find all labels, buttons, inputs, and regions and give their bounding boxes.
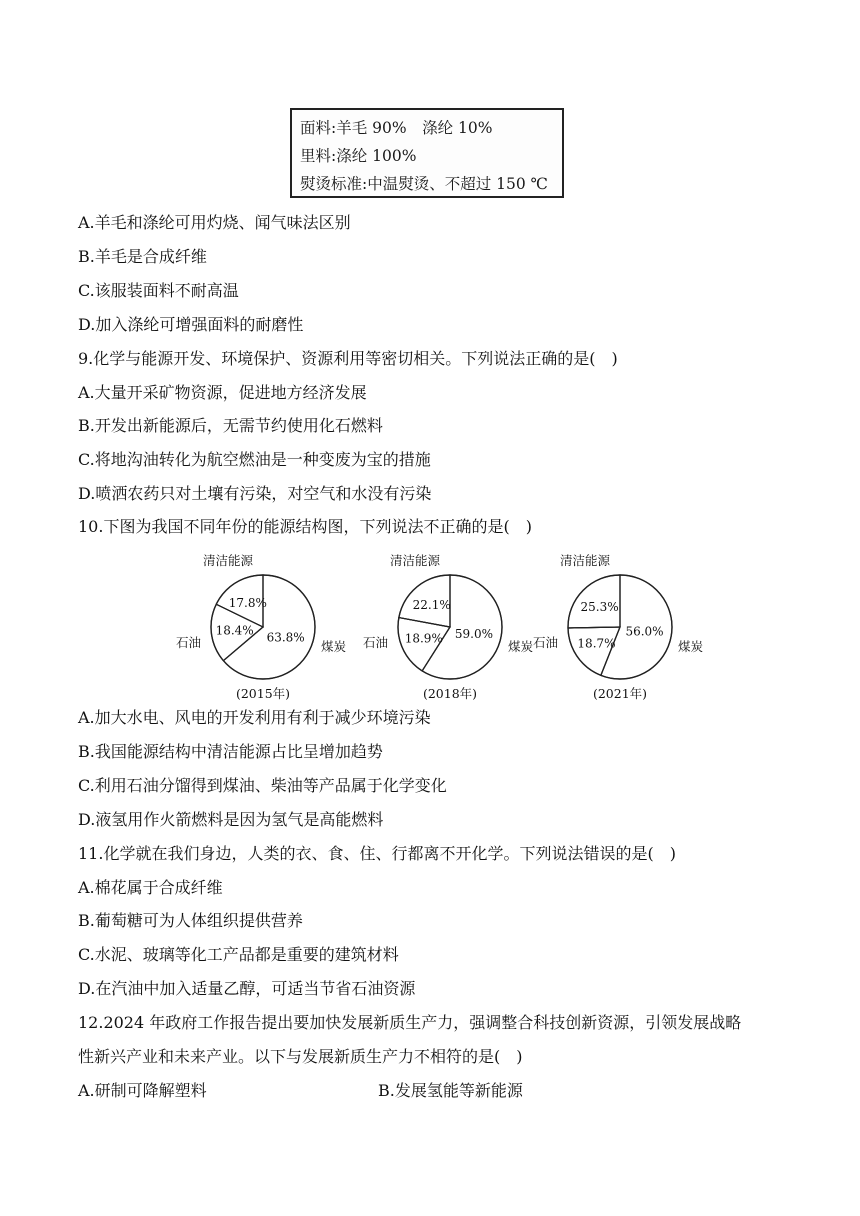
q9-option-c: C.将地沟油转化为航空燃油是一种变废为宝的措施 (78, 450, 431, 469)
q9-option-d: D.喷洒农药只对土壤有污染，对空气和水没有污染 (78, 484, 432, 503)
q11-stem: 11.化学就在我们身边，人类的衣、食、住、行都离不开化学。下列说法错误的是( ) (78, 844, 676, 863)
clothing-label-image (290, 108, 564, 198)
q8-option-a: A.羊毛和涤纶可用灼烧、闻气味法区别 (78, 213, 351, 232)
label-ironing-line: 熨烫标准:中温熨烫、不超过 150 ℃ (300, 175, 549, 193)
label-lining-line: 里料:涤纶 100% (300, 147, 417, 165)
pie-label-oil: 18.7% (577, 636, 616, 651)
pie-label-coal: 56.0% (625, 624, 664, 639)
q12-option-b: B.发展氢能等新能源 (378, 1081, 523, 1100)
pie-chart-2018 (355, 545, 535, 709)
q11-option-c: C.水泥、玻璃等化工产品都是重要的建筑材料 (78, 945, 399, 964)
pie-category-coal: 煤炭 (321, 639, 347, 654)
pie-label-coal: 59.0% (454, 626, 494, 641)
pie-chart-2021 (525, 545, 705, 709)
pie-label-clean: 25.3% (580, 599, 619, 614)
pie-category-coal: 煤炭 (508, 639, 534, 654)
pie-category-clean: 清洁能源 (389, 553, 440, 568)
pie-title: (2021年) (592, 686, 648, 701)
pie-label-oil: 18.9% (404, 631, 443, 646)
pie-category-oil: 石油 (532, 635, 558, 650)
pie-category-clean: 清洁能源 (559, 553, 610, 568)
label-fabric-line: 面料:羊毛 90% 涤纶 10% (300, 119, 493, 137)
pie-category-coal: 煤炭 (678, 639, 704, 654)
pie-category-clean: 清洁能源 (202, 553, 253, 568)
q10-option-d: D.液氢用作火箭燃料是因为氢气是高能燃料 (78, 810, 384, 829)
pie-category-oil: 石油 (362, 635, 388, 650)
pie-category-oil: 石油 (175, 635, 201, 650)
q9-stem: 9.化学与能源开发、环境保护、资源利用等密切相关。下列说法正确的是( ) (78, 349, 618, 368)
q12-option-a: A.研制可降解塑料 (78, 1081, 207, 1100)
q8-option-b: B.羊毛是合成纤维 (78, 247, 207, 266)
q10-option-b: B.我国能源结构中清洁能源占比呈增加趋势 (78, 742, 383, 761)
q11-option-d: D.在汽油中加入适量乙醇，可适当节省石油资源 (78, 979, 416, 998)
pie-chart-2015 (168, 545, 348, 709)
q8-option-d: D.加入涤纶可增强面料的耐磨性 (78, 315, 304, 334)
q10-stem: 10.下图为我国不同年份的能源结构图，下列说法不正确的是( ) (78, 517, 532, 536)
pie-title: (2018年) (422, 686, 478, 701)
q9-option-b: B.开发出新能源后，无需节约使用化石燃料 (78, 416, 383, 435)
q10-option-a: A.加大水电、风电的开发利用有利于减少环境污染 (78, 708, 431, 727)
pie-label-clean: 22.1% (412, 598, 451, 613)
q11-option-b: B.葡萄糖可为人体组织提供营养 (78, 911, 303, 930)
pie-label-coal: 63.8% (266, 630, 305, 645)
q8-option-c: C.该服装面料不耐高温 (78, 281, 239, 300)
pie-label-oil: 18.4% (215, 623, 254, 638)
q10-option-c: C.利用石油分馏得到煤油、柴油等产品属于化学变化 (78, 776, 447, 795)
q12-stem-line2: 性新兴产业和未来产业。以下与发展新质生产力不相符的是( ) (78, 1047, 523, 1066)
q12-stem-line1: 12.2024 年政府工作报告提出要加快发展新质生产力，强调整合科技创新资源，引领发展战略 (78, 1013, 742, 1032)
pie-label-clean: 17.8% (228, 595, 267, 610)
pie-title: (2015年) (235, 686, 291, 701)
q9-option-a: A.大量开采矿物资源，促进地方经济发展 (78, 383, 367, 402)
q11-option-a: A.棉花属于合成纤维 (78, 878, 223, 897)
